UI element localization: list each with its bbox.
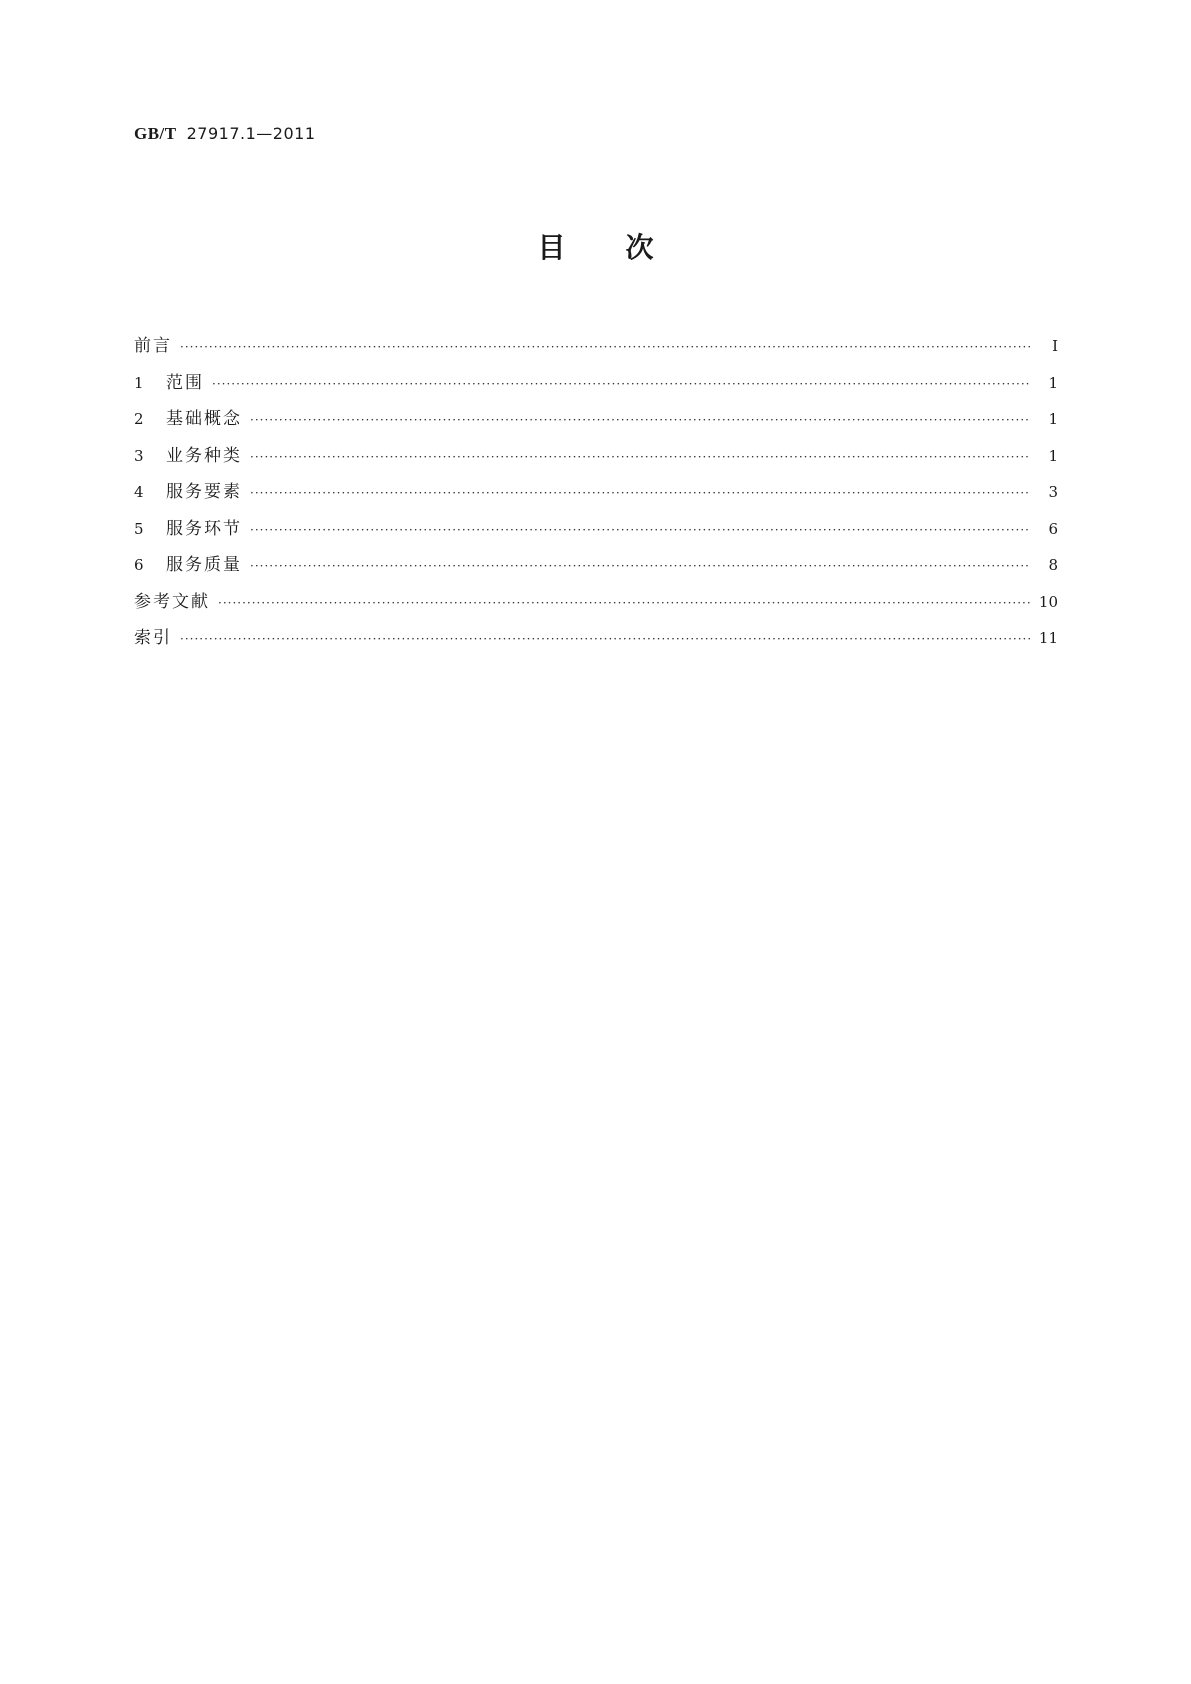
standard-code-number: 27917.1—2011 [186, 124, 316, 143]
toc-entry-number: 2 [134, 410, 144, 428]
toc-entry-scope[interactable] [134, 365, 1058, 402]
toc-entry-basic-concepts[interactable] [134, 401, 1058, 438]
toc-entry-service-stages[interactable] [134, 511, 1058, 548]
toc-leader-dots [250, 439, 1030, 476]
toc-entry-label: 参考文献 [134, 591, 210, 612]
toc-entry-service-elements[interactable] [134, 474, 1058, 511]
toc-entry-label: 前言 [134, 336, 172, 356]
toc-entry-page: 1 [1048, 373, 1058, 392]
table-of-contents [134, 328, 1058, 657]
toc-entry-page: Ⅰ [1052, 337, 1058, 355]
toc-entry-number: 5 [134, 519, 144, 538]
toc-leader-dots [212, 366, 1030, 403]
toc-leader-dots [250, 548, 1030, 585]
toc-entry-page: 1 [1048, 410, 1058, 428]
toc-leader-dots [250, 402, 1030, 439]
toc-entry-label: 服务要素 [166, 482, 242, 502]
toc-entry-page: 1 [1048, 446, 1058, 465]
toc-entry-page: 6 [1048, 519, 1058, 538]
toc-entry-number: 3 [134, 446, 144, 465]
toc-entry-service-quality[interactable] [134, 547, 1058, 584]
page-title: 目次 [537, 231, 714, 264]
toc-entry-page: 3 [1048, 483, 1058, 501]
toc-entry-label: 索引 [134, 628, 172, 648]
toc-entry-label: 服务质量 [166, 555, 242, 575]
standard-code-prefix: GB/T [134, 124, 177, 143]
toc-leader-dots [180, 621, 1030, 658]
standard-code [134, 124, 316, 144]
toc-entry-page: 10 [1038, 592, 1058, 611]
toc-entry-number: 1 [134, 373, 144, 392]
toc-entry-preface[interactable] [134, 328, 1058, 365]
toc-entry-label: 基础概念 [166, 409, 242, 429]
toc-entry-index[interactable] [134, 620, 1058, 657]
toc-leader-dots [250, 475, 1030, 512]
toc-leader-dots [180, 329, 1030, 366]
toc-entry-label: 范围 [166, 372, 204, 393]
toc-entry-page: 8 [1048, 556, 1058, 574]
toc-leader-dots [250, 512, 1030, 549]
toc-leader-dots [218, 585, 1030, 622]
toc-entry-label: 服务环节 [166, 518, 242, 539]
toc-entry-page: 11 [1038, 629, 1058, 647]
toc-entry-references[interactable] [134, 584, 1058, 621]
toc-entry-number: 6 [134, 556, 144, 574]
toc-entry-number: 4 [134, 483, 144, 501]
toc-entry-label: 业务种类 [166, 445, 242, 466]
toc-entry-business-types[interactable] [134, 438, 1058, 475]
